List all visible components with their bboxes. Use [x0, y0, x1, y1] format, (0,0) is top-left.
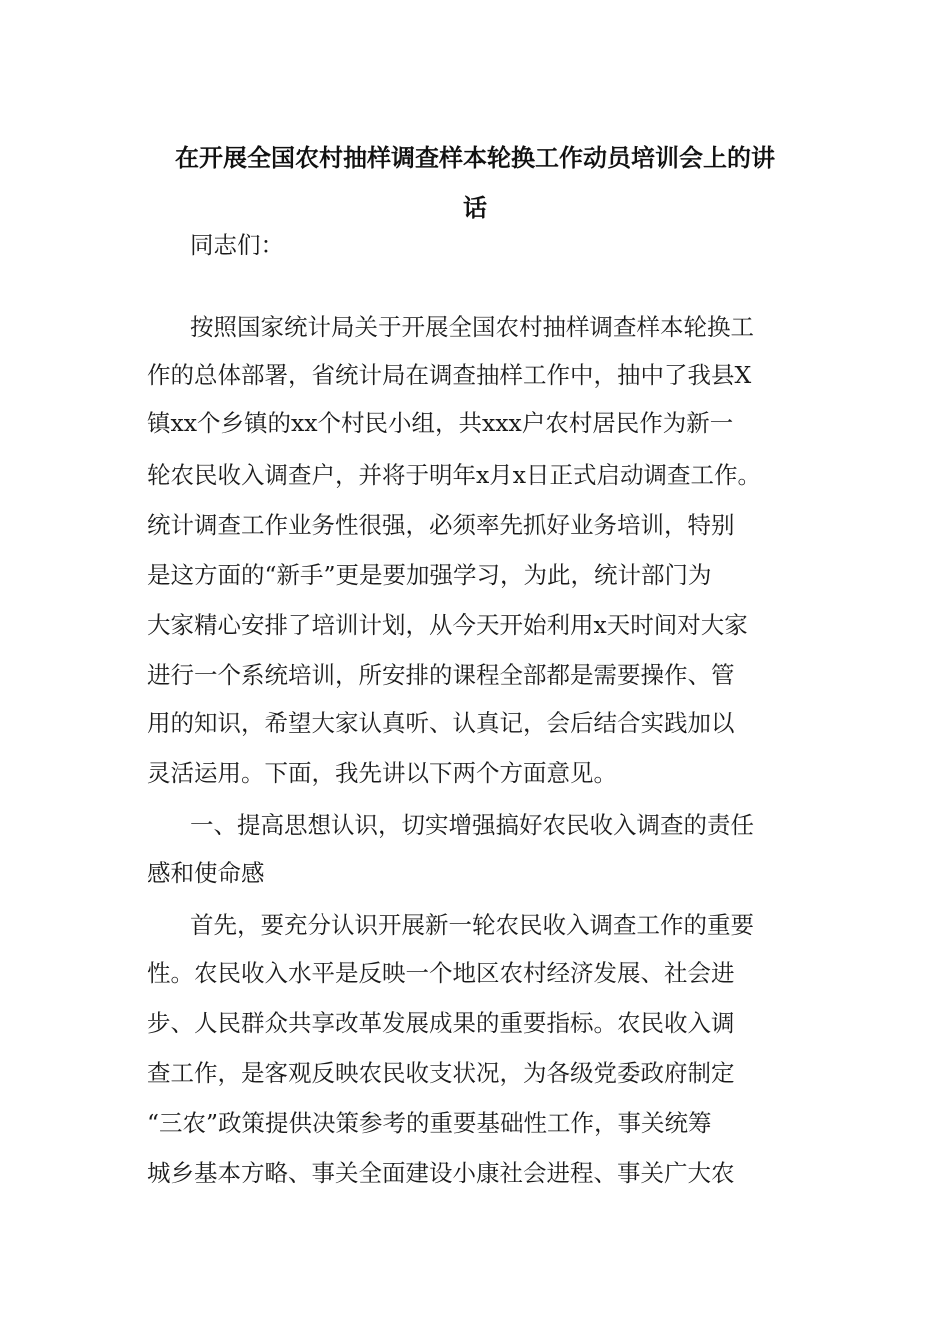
section-heading-line: 一、提高思想认识，切实增强搞好农民收入调查的责任 [190, 811, 754, 839]
document-title-line-1: 在开展全国农村抽样调查样本轮换工作动员培训会上的讲 [175, 143, 775, 172]
section-heading-line: 感和使命感 [147, 859, 265, 887]
text-line: 步、人民群众共享改革发展成果的重要指标。农民收入调 [147, 1009, 735, 1037]
text-line: 查工作，是客观反映农民收支状况，为各级党委政府制定 [147, 1059, 735, 1087]
text-line: 进行一个系统培训，所安排的课程全部都是需要操作、管 [147, 661, 735, 689]
text-line: 性。农民收入水平是反映一个地区农村经济发展、社会进 [147, 959, 735, 987]
text-line: 镇xx个乡镇的xx个村民小组，共xxx户农村居民作为新一 [147, 409, 734, 437]
text-line: 城乡基本方略、事关全面建设小康社会进程、事关广大农 [147, 1159, 735, 1187]
text-line: 大家精心安排了培训计划，从今天开始利用x天时间对大家 [147, 611, 748, 639]
text-line: 灵活运用。下面，我先讲以下两个方面意见。 [147, 759, 617, 787]
text-line: 作的总体部署，省统计局在调查抽样工作中，抽中了我县X [147, 361, 752, 389]
text-line: 是这方面的“新手”更是要加强学习，为此，统计部门为 [147, 561, 712, 589]
salutation: 同志们： [190, 231, 284, 259]
text-line: 统计调查工作业务性很强，必须率先抓好业务培训，特别 [147, 511, 735, 539]
text-line: 轮农民收入调查户，并将于明年x月x日正式启动调查工作。 [147, 461, 762, 489]
text-line: 用的知识，希望大家认真听、认真记，会后结合实践加以 [147, 709, 735, 737]
document-title-line-2: 话 [463, 193, 487, 222]
text-line: 按照国家统计局关于开展全国农村抽样调查样本轮换工 [190, 313, 754, 341]
text-line: “三农”政策提供决策参考的重要基础性工作，事关统筹 [147, 1109, 712, 1137]
text-line: 首先，要充分认识开展新一轮农民收入调查工作的重要 [190, 911, 754, 939]
